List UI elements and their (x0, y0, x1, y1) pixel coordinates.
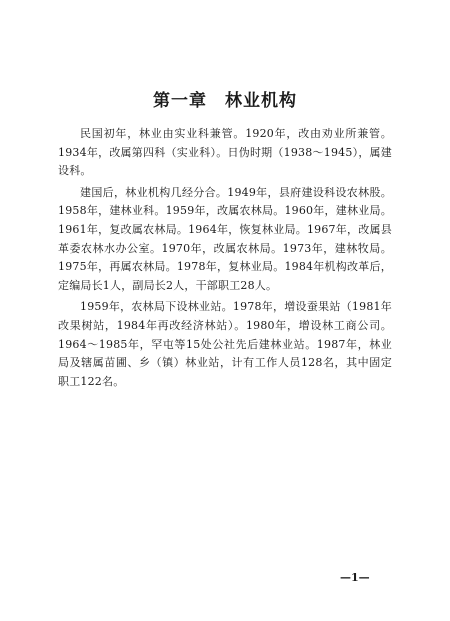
paragraph-1: 民国初年，林业由实业科兼管。1920年，改由劝业所兼管。1934年，改属第四科（实业科）。日伪时期（1938～1945），属建设科。 (58, 127, 392, 178)
page-number: —1— (340, 571, 370, 584)
chapter-title: 第一章 林业机构 (153, 91, 297, 111)
paragraph-2: 建国后，林业机构几经分合。1949年，县府建设科设农林股。1958年，建林业科。1959年，改属农林局。1960年，建林业局。1961年，复改属农林局。1964年，恢复林业局。1967年，改属县革委农林水办公室。1970年，改属农林局。1973年，建林牧局。1975年，再属农林局。1978年，复林业局。1984年机构改革后，定编局长1人，副局长2人，干部职工28人。 (58, 185, 392, 292)
paragraph-3: 1959年，农林局下设林业站。1978年，增设蚕果站（1981年改果树站，1984年再改经济林站）。1980年，增设林工商公司。1964～1985年，罕屯等15处公社先后建林业站。1987年，林业局及辖属苗圃、乡（镇）林业站，计有工作人员128名，其中固定职工122名。 (58, 300, 392, 388)
body-text (58, 125, 392, 394)
